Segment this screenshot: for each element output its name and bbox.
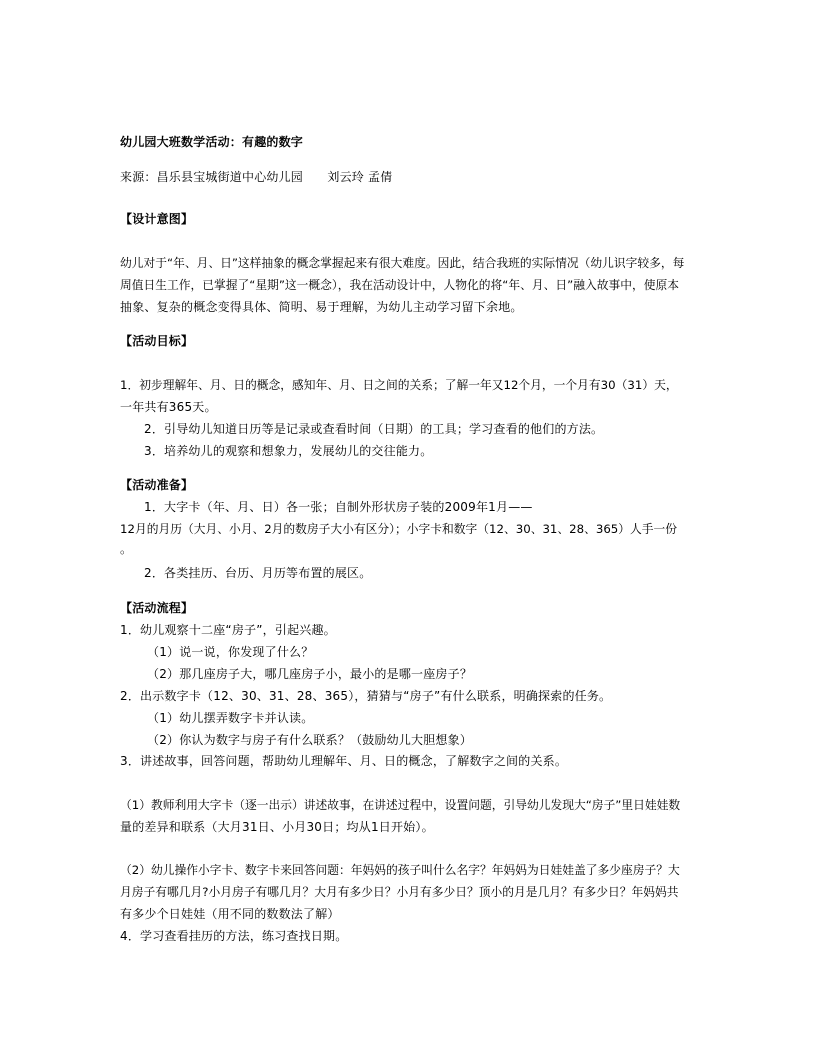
prep-line: 2．各类挂历、台历、月历等布置的展区。 — [144, 566, 372, 580]
process-heading: 【活动流程】 — [120, 601, 194, 615]
document-title: 幼儿园大班数学活动：有趣的数字 — [120, 135, 304, 149]
prep-heading: 【活动准备】 — [120, 478, 194, 492]
process-line: （1）说一说，你发现了什么？ — [147, 645, 314, 659]
prep-line: 1．大字卡（年、月、日）各一张；自制外形状房子装的2009年1月—— — [144, 500, 533, 514]
process-line: 1．幼儿观察十二座“房子”，引起兴趣。 — [120, 623, 336, 637]
process-line: 月房子有哪几月?小月房子有哪几月？大月有多少日？小月有多少日？顶小的月是几月？有多少日？年妈妈共 — [120, 885, 679, 899]
goals-line: 一年共有365天。 — [120, 400, 217, 414]
process-line: 2．出示数字卡（12、30、31、28、365），猜猜与“房子”有什么联系，明确探索的任务。 — [120, 689, 612, 703]
process-line: 3．讲述故事，回答问题，帮助幼儿理解年、月、日的概念，了解数字之间的关系。 — [120, 754, 568, 768]
process-line: 有多少个日娃娃（用不同的数数法了解） — [120, 907, 340, 921]
goals-line: 3．培养幼儿的观察和想象力，发展幼儿的交往能力。 — [144, 444, 433, 458]
process-line: 量的差异和联系（大月31日、小月30日；均从1日开始）。 — [120, 820, 434, 834]
process-line: （1）教师利用大字卡（逐一出示）讲述故事，在讲述过程中，设置问题，引导幼儿发现大“房子”里日娃娃数 — [120, 798, 681, 812]
goals-heading: 【活动目标】 — [120, 334, 194, 348]
source-line: 来源：昌乐县宝城街道中心幼儿园 刘云玲 孟倩 — [120, 170, 393, 184]
process-line: 4．学习查看挂历的方法，练习查找日期。 — [120, 929, 348, 943]
process-line: （2）你认为数字与房子有什么联系？（鼓励幼儿大胆想象） — [147, 733, 473, 747]
design-line: 幼儿对于“年、月、日”这样抽象的概念掌握起来有很大难度。因此，结合我班的实际情况（幼儿识字较多，每 — [120, 256, 685, 270]
process-line: （2）那几座房子大，哪几座房子小，最小的是哪一座房子？ — [147, 667, 473, 681]
prep-line: 12月的月历（大月、小月、2月的数房子大小有区分）；小字卡和数字（12、30、31、28、365）人手一份 — [120, 522, 678, 536]
process-line: （2）幼儿操作小字卡、数字卡来回答问题：年妈妈的孩子叫什么名字？年妈妈为日娃娃盖了多少座房子？大 — [120, 863, 680, 877]
prep-line: 。 — [120, 542, 133, 556]
design-line: 抽象、复杂的概念变得具体、简明、易于理解，为幼儿主动学习留下余地。 — [120, 300, 523, 314]
design-line: 周值日生工作，已掌握了“星期”这一概念），我在活动设计中，人物化的将“年、月、日”融入故事中，使原本 — [120, 278, 679, 292]
design-heading: 【设计意图】 — [120, 212, 194, 226]
goals-line: 2．引导幼儿知道日历等是记录或查看时间（日期）的工具；学习查看的他们的方法。 — [144, 422, 604, 436]
process-line: （1）幼儿摆弄数字卡并认读。 — [147, 711, 314, 725]
goals-line: 1．初步理解年、月、日的概念，感知年、月、日之间的关系；了解一年又12个月，一个月有30（31）天， — [120, 378, 678, 392]
